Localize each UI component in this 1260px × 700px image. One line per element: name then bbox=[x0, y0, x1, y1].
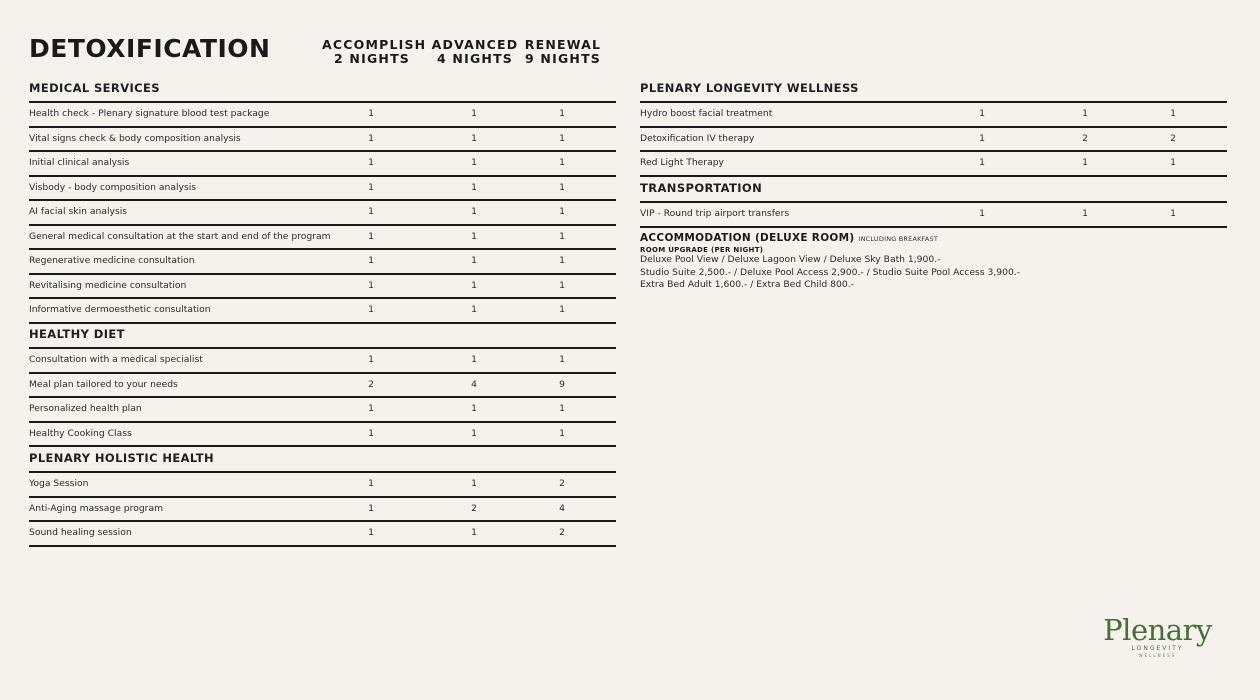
row-label: Consultation with a medical specialist bbox=[29, 354, 203, 365]
row-value-renewal: 2 bbox=[559, 478, 565, 489]
row-label: Detoxification IV therapy bbox=[640, 132, 755, 144]
row-value-accomplish: 2 bbox=[368, 378, 374, 390]
accommodation-block bbox=[640, 232, 1200, 292]
row-value-renewal: 2 bbox=[1170, 132, 1176, 144]
table-row bbox=[29, 398, 616, 423]
row-value-renewal: 2 bbox=[559, 527, 565, 538]
row-value-accomplish: 1 bbox=[368, 279, 374, 291]
logo-wordmark: Plenary bbox=[1103, 613, 1212, 647]
row-value-renewal: 1 bbox=[559, 181, 565, 193]
row-value-accomplish: 1 bbox=[979, 132, 985, 144]
column-header-accomplish bbox=[322, 37, 427, 66]
row-label: Revitalising medicine consultation bbox=[29, 279, 187, 291]
column-header-name: RENEWAL bbox=[524, 37, 602, 52]
longevity-wellness-section bbox=[640, 76, 1227, 177]
table-row bbox=[29, 177, 616, 202]
accommodation-title: ACCOMMODATION (DELUXE ROOM) bbox=[640, 232, 855, 244]
row-value-renewal: 9 bbox=[559, 378, 565, 390]
page-title: DETOXIFICATION bbox=[29, 34, 271, 63]
row-value-renewal: 1 bbox=[559, 108, 565, 119]
row-label: Meal plan tailored to your needs bbox=[29, 378, 178, 390]
transportation-section bbox=[640, 176, 1227, 228]
row-value-renewal: 1 bbox=[559, 427, 565, 439]
row-value-accomplish: 1 bbox=[979, 208, 985, 219]
row-value-accomplish: 1 bbox=[368, 230, 374, 242]
row-value-advanced: 2 bbox=[471, 502, 477, 514]
column-header-nights: 2 NIGHTS bbox=[333, 51, 410, 66]
row-label: Health check - Plenary signature blood test package bbox=[29, 108, 270, 119]
row-value-renewal: 1 bbox=[559, 230, 565, 242]
row-value-advanced: 1 bbox=[1082, 208, 1088, 219]
table-row bbox=[29, 522, 616, 547]
row-value-accomplish: 1 bbox=[368, 181, 374, 193]
room-upgrade-heading: ROOM UPGRADE (PER NIGHT) bbox=[640, 246, 764, 254]
healthy-diet-section bbox=[29, 322, 616, 447]
table-row bbox=[29, 152, 616, 177]
row-value-renewal: 1 bbox=[559, 354, 565, 365]
column-header-name: ADVANCED bbox=[431, 37, 519, 52]
row-value-advanced: 1 bbox=[471, 230, 477, 242]
holistic-health-section bbox=[29, 446, 616, 547]
row-label: Red Light Therapy bbox=[640, 157, 724, 168]
table-row bbox=[29, 349, 616, 374]
row-value-accomplish: 1 bbox=[368, 108, 374, 119]
row-label: Anti-Aging massage program bbox=[29, 502, 164, 514]
row-label: Sound healing session bbox=[29, 527, 132, 538]
row-label: VIP - Round trip airport transfers bbox=[640, 208, 790, 219]
row-value-accomplish: 1 bbox=[368, 206, 374, 217]
column-header-name: ACCOMPLISH bbox=[322, 37, 427, 52]
row-value-accomplish: 1 bbox=[979, 157, 985, 168]
table-row bbox=[29, 374, 616, 399]
row-value-advanced: 1 bbox=[471, 403, 477, 414]
row-value-advanced: 2 bbox=[1082, 132, 1088, 144]
table-row bbox=[29, 275, 616, 300]
row-value-renewal: 1 bbox=[559, 255, 565, 266]
section-title: MEDICAL SERVICES bbox=[29, 76, 616, 103]
section-title: PLENARY LONGEVITY WELLNESS bbox=[640, 76, 1227, 103]
row-value-renewal: 1 bbox=[1170, 208, 1176, 219]
table-row bbox=[640, 203, 1227, 228]
row-label: Personalized health plan bbox=[29, 403, 142, 414]
row-value-accomplish: 1 bbox=[368, 157, 374, 168]
row-value-renewal: 4 bbox=[559, 502, 565, 514]
table-row bbox=[640, 128, 1227, 153]
row-value-advanced: 1 bbox=[471, 478, 477, 489]
row-value-renewal: 1 bbox=[1170, 108, 1176, 119]
row-value-renewal: 1 bbox=[1170, 157, 1176, 168]
table-row bbox=[29, 473, 616, 498]
medical-services-section bbox=[29, 76, 616, 324]
row-label: Hydro boost facial treatment bbox=[640, 108, 773, 119]
row-value-advanced: 1 bbox=[471, 279, 477, 291]
row-label: Regenerative medicine consultation bbox=[29, 255, 195, 266]
row-value-accomplish: 1 bbox=[368, 527, 374, 538]
row-label: Vital signs check & body composition analysis bbox=[29, 132, 241, 144]
row-value-advanced: 1 bbox=[471, 304, 477, 315]
row-value-accomplish: 1 bbox=[368, 255, 374, 266]
row-value-advanced: 1 bbox=[471, 108, 477, 119]
row-value-advanced: 1 bbox=[471, 354, 477, 365]
table-row bbox=[29, 423, 616, 448]
row-label: Healthy Cooking Class bbox=[29, 427, 132, 439]
row-value-accomplish: 1 bbox=[368, 403, 374, 414]
row-value-advanced: 1 bbox=[471, 427, 477, 439]
row-value-accomplish: 1 bbox=[368, 427, 374, 439]
logo-tagline: LONGEVITY bbox=[1131, 645, 1184, 652]
row-value-advanced: 4 bbox=[471, 378, 477, 390]
row-value-advanced: 1 bbox=[1082, 157, 1088, 168]
table-row bbox=[29, 103, 616, 128]
row-label: AI facial skin analysis bbox=[29, 206, 128, 217]
row-value-accomplish: 1 bbox=[368, 132, 374, 144]
table-row bbox=[640, 103, 1227, 128]
table-row bbox=[29, 498, 616, 523]
table-row bbox=[29, 128, 616, 153]
row-value-advanced: 1 bbox=[471, 181, 477, 193]
section-title: HEALTHY DIET bbox=[29, 322, 616, 349]
row-label: Visbody - body composition analysis bbox=[29, 181, 197, 193]
table-row bbox=[29, 226, 616, 251]
accommodation-line: Studio Suite 2,500.- / Deluxe Pool Access 2,900.- / Studio Suite Pool Access 3,900.- bbox=[640, 266, 1021, 278]
row-value-advanced: 1 bbox=[471, 132, 477, 144]
row-value-renewal: 1 bbox=[559, 279, 565, 291]
row-value-renewal: 1 bbox=[559, 206, 565, 217]
table-row bbox=[640, 152, 1227, 177]
row-value-accomplish: 1 bbox=[368, 478, 374, 489]
plenary-logo bbox=[1090, 615, 1225, 659]
table-row bbox=[29, 201, 616, 226]
row-value-accomplish: 1 bbox=[979, 108, 985, 119]
row-value-accomplish: 1 bbox=[368, 304, 374, 315]
row-value-renewal: 1 bbox=[559, 132, 565, 144]
row-value-renewal: 1 bbox=[559, 157, 565, 168]
logo-tagline-sub: WELLNESS bbox=[1138, 653, 1177, 658]
row-label: Yoga Session bbox=[29, 478, 89, 489]
row-value-advanced: 1 bbox=[471, 206, 477, 217]
column-header-renewal bbox=[523, 38, 603, 66]
column-header-advanced bbox=[430, 38, 520, 66]
row-label: Initial clinical analysis bbox=[29, 157, 130, 168]
row-value-renewal: 1 bbox=[559, 403, 565, 414]
section-title: TRANSPORTATION bbox=[640, 176, 1227, 203]
row-value-renewal: 1 bbox=[559, 304, 565, 315]
row-value-advanced: 1 bbox=[471, 255, 477, 266]
row-value-accomplish: 1 bbox=[368, 354, 374, 365]
row-value-accomplish: 1 bbox=[368, 502, 374, 514]
table-row bbox=[29, 299, 616, 324]
accommodation-line: Deluxe Pool View / Deluxe Lagoon View / Deluxe Sky Bath 1,900.- bbox=[640, 254, 941, 265]
row-value-advanced: 1 bbox=[471, 157, 477, 168]
column-header-nights: 4 NIGHTS bbox=[436, 51, 513, 66]
table-row bbox=[29, 250, 616, 275]
row-value-advanced: 1 bbox=[1082, 108, 1088, 119]
row-label: Informative dermoesthetic consultation bbox=[29, 304, 211, 315]
row-label: General medical consultation at the start and end of the program bbox=[29, 230, 331, 242]
accommodation-line: Extra Bed Adult 1,600.- / Extra Bed Child 800.- bbox=[640, 279, 854, 290]
row-value-advanced: 1 bbox=[471, 527, 477, 538]
column-header-nights: 9 NIGHTS bbox=[524, 51, 601, 66]
section-title: PLENARY HOLISTIC HEALTH bbox=[29, 446, 616, 473]
accommodation-note: INCLUDING BREAKFAST bbox=[858, 235, 939, 243]
